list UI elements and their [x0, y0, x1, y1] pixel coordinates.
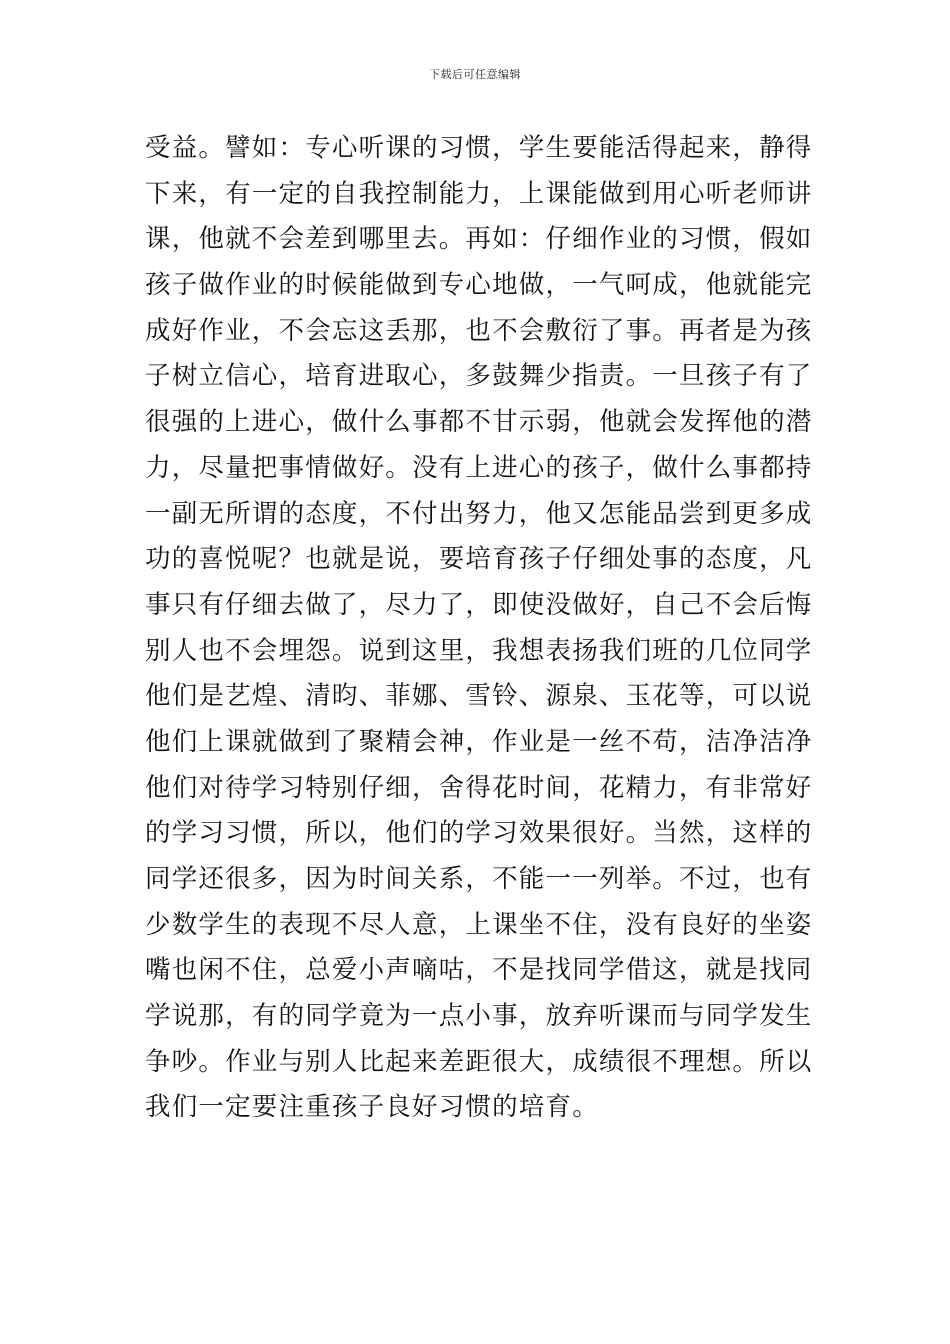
text-line: 他们对待学习特别仔细，舍得花时间，花精力，有非常好 — [145, 772, 813, 803]
text-line: 我们一定要注重孩子良好习惯的培育。 — [145, 1092, 599, 1123]
text-line: 别人也不会埋怨。说到这里，我想表扬我们班的几位同学 — [145, 635, 813, 666]
text-line: 学说那，有的同学竟为一点小事，放弃听课而与同学发生 — [145, 1001, 813, 1032]
text-line: 争吵。作业与别人比起来差距很大，成绩很不理想。所以 — [145, 1046, 813, 1077]
text-line: 他们上课就做到了聚精会神，作业是一丝不苟，洁净洁净 — [145, 726, 813, 757]
text-line: 成好作业，不会忘这丢那，也不会敷衍了事。再者是为孩 — [145, 315, 813, 346]
text-line: 课，他就不会差到哪里去。再如：仔细作业的习惯，假如 — [145, 224, 813, 255]
document-body — [145, 126, 813, 1131]
text-line: 同学还很多，因为时间关系，不能一一列举。不过，也有 — [145, 864, 813, 894]
text-line: 很强的上进心，做什么事都不甘示弱，他就会发挥他的潜 — [145, 407, 813, 438]
text-line: 嘴也闲不住，总爱小声嘀咕，不是找同学借这，就是找同 — [145, 955, 813, 986]
text-line: 少数学生的表现不尽人意，上课坐不住，没有良好的坐姿 — [145, 909, 813, 940]
text-line: 一副无所谓的态度，不付出努力，他又怎能品尝到更多成 — [145, 498, 813, 529]
text-line: 下来，有一定的自我控制能力，上课能做到用心听老师讲 — [145, 178, 813, 209]
text-line: 功的喜悦呢？也就是说，要培育孩子仔细处事的态度，凡 — [145, 544, 813, 575]
text-line: 他们是艺煌、清昀、菲娜、雪铃、源泉、玉花等，可以说 — [145, 681, 813, 712]
text-line: 子树立信心，培育进取心，多鼓舞少指责。一旦孩子有了 — [145, 361, 813, 392]
text-line: 受益。譬如：专心听课的习惯，学生要能活得起来，静得 — [145, 133, 813, 163]
text-line: 的学习习惯，所以，他们的学习效果很好。当然，这样的 — [145, 818, 813, 849]
text-line: 力，尽量把事情做好。没有上进心的孩子，做什么事都持 — [145, 452, 813, 483]
text-line: 事只有仔细去做了，尽力了，即使没做好，自己不会后悔 — [145, 589, 813, 620]
page-header: 下载后可任意编辑 — [429, 68, 521, 81]
text-line: 孩子做作业的时候能做到专心地做，一气呵成，他就能完 — [145, 270, 813, 301]
